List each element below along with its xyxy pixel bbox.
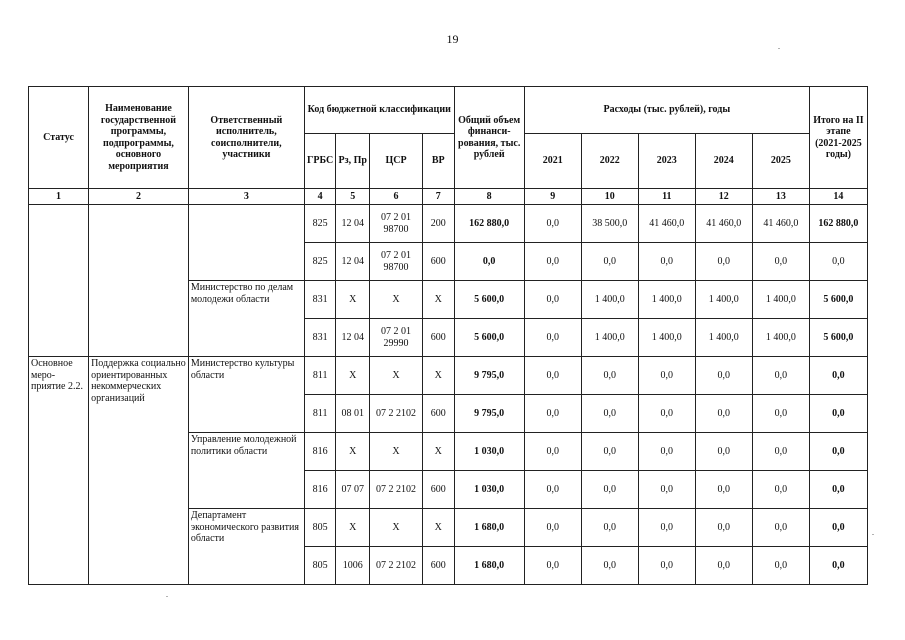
cell-stage: 0,0 bbox=[809, 243, 867, 281]
cell-rzpr: Х bbox=[336, 433, 370, 471]
cell-y2022: 38 500,0 bbox=[581, 205, 638, 243]
cell-total: 1 680,0 bbox=[454, 509, 524, 547]
column-number: 6 bbox=[370, 189, 423, 205]
cell-grbs: 811 bbox=[304, 395, 336, 433]
cell-total: 1 030,0 bbox=[454, 433, 524, 471]
cell-total: 1 030,0 bbox=[454, 471, 524, 509]
status-main-activity: Основное меро-приятие 2.2. bbox=[29, 357, 89, 585]
responsible-econ-dept: Департамент экономического развития области bbox=[188, 509, 304, 585]
column-number: 5 bbox=[336, 189, 370, 205]
cell-y2025: 0,0 bbox=[752, 433, 809, 471]
column-number: 8 bbox=[454, 189, 524, 205]
cell-rzpr: Х bbox=[336, 509, 370, 547]
cell-csr: 07 2 2102 bbox=[370, 471, 423, 509]
cell-y2024: 0,0 bbox=[695, 243, 752, 281]
cell-rzpr: Х bbox=[336, 281, 370, 319]
cell-y2022: 1 400,0 bbox=[581, 319, 638, 357]
cell-y2022: 0,0 bbox=[581, 509, 638, 547]
cell-rzpr: 12 04 bbox=[336, 243, 370, 281]
cell-y2023: 1 400,0 bbox=[638, 319, 695, 357]
cell-csr: Х bbox=[370, 433, 423, 471]
header-name: Наименование государственной программы, подпрограммы, основного мероприятия bbox=[89, 87, 189, 189]
column-number: 10 bbox=[581, 189, 638, 205]
cell-y2021: 0,0 bbox=[524, 433, 581, 471]
header-total-volume: Общий объем финанси-рования, тыс. рублей bbox=[454, 87, 524, 189]
responsible-cell-empty bbox=[188, 205, 304, 281]
header-year: 2022 bbox=[581, 134, 638, 189]
cell-rzpr: 12 04 bbox=[336, 205, 370, 243]
cell-y2022: 0,0 bbox=[581, 357, 638, 395]
cell-grbs: 816 bbox=[304, 471, 336, 509]
responsible-ministry-youth: Министерство по делам молодежи области bbox=[188, 281, 304, 357]
header-status: Статус bbox=[29, 87, 89, 189]
header-year: 2023 bbox=[638, 134, 695, 189]
scan-speck: . bbox=[778, 42, 780, 51]
header-expenses: Расходы (тыс. рублей), годы bbox=[524, 87, 809, 134]
scan-speck: . bbox=[872, 528, 874, 537]
cell-y2025: 0,0 bbox=[752, 547, 809, 585]
cell-y2024: 0,0 bbox=[695, 471, 752, 509]
cell-vr: 200 bbox=[422, 205, 454, 243]
column-number: 14 bbox=[809, 189, 867, 205]
cell-total: 5 600,0 bbox=[454, 281, 524, 319]
cell-grbs: 825 bbox=[304, 243, 336, 281]
cell-grbs: 831 bbox=[304, 319, 336, 357]
cell-csr: 07 2 01 29990 bbox=[370, 319, 423, 357]
cell-total: 0,0 bbox=[454, 243, 524, 281]
table-row bbox=[29, 205, 868, 243]
cell-y2023: 41 460,0 bbox=[638, 205, 695, 243]
header-vr: ВР bbox=[422, 134, 454, 189]
column-number: 9 bbox=[524, 189, 581, 205]
cell-csr: 07 2 2102 bbox=[370, 547, 423, 585]
column-number: 11 bbox=[638, 189, 695, 205]
cell-y2024: 0,0 bbox=[695, 433, 752, 471]
cell-vr: 600 bbox=[422, 547, 454, 585]
cell-y2023: 0,0 bbox=[638, 509, 695, 547]
column-numbers-row bbox=[29, 189, 868, 205]
cell-y2021: 0,0 bbox=[524, 357, 581, 395]
cell-stage: 162 880,0 bbox=[809, 205, 867, 243]
cell-y2022: 0,0 bbox=[581, 243, 638, 281]
cell-y2022: 0,0 bbox=[581, 471, 638, 509]
cell-grbs: 831 bbox=[304, 281, 336, 319]
cell-y2025: 1 400,0 bbox=[752, 281, 809, 319]
cell-y2021: 0,0 bbox=[524, 205, 581, 243]
cell-total: 5 600,0 bbox=[454, 319, 524, 357]
cell-y2023: 0,0 bbox=[638, 433, 695, 471]
cell-vr: Х bbox=[422, 357, 454, 395]
cell-stage: 0,0 bbox=[809, 509, 867, 547]
cell-grbs: 811 bbox=[304, 357, 336, 395]
cell-y2024: 0,0 bbox=[695, 395, 752, 433]
cell-y2025: 0,0 bbox=[752, 243, 809, 281]
cell-y2025: 0,0 bbox=[752, 395, 809, 433]
cell-csr: 07 2 01 98700 bbox=[370, 243, 423, 281]
cell-rzpr: 07 07 bbox=[336, 471, 370, 509]
responsible-youth-policy: Управление молодежной политики области bbox=[188, 433, 304, 509]
cell-stage: 0,0 bbox=[809, 395, 867, 433]
cell-grbs: 816 bbox=[304, 433, 336, 471]
cell-y2022: 0,0 bbox=[581, 433, 638, 471]
cell-y2025: 41 460,0 bbox=[752, 205, 809, 243]
cell-rzpr: Х bbox=[336, 357, 370, 395]
cell-y2024: 1 400,0 bbox=[695, 319, 752, 357]
cell-y2024: 0,0 bbox=[695, 547, 752, 585]
cell-y2022: 0,0 bbox=[581, 395, 638, 433]
cell-y2025: 0,0 bbox=[752, 509, 809, 547]
cell-total: 9 795,0 bbox=[454, 395, 524, 433]
budget-table bbox=[28, 86, 868, 585]
cell-rzpr: 12 04 bbox=[336, 319, 370, 357]
cell-csr: Х bbox=[370, 509, 423, 547]
cell-y2023: 1 400,0 bbox=[638, 281, 695, 319]
cell-total: 9 795,0 bbox=[454, 357, 524, 395]
cell-y2021: 0,0 bbox=[524, 509, 581, 547]
cell-vr: 600 bbox=[422, 471, 454, 509]
cell-csr: Х bbox=[370, 281, 423, 319]
table-header bbox=[29, 87, 868, 205]
column-number: 4 bbox=[304, 189, 336, 205]
cell-y2023: 0,0 bbox=[638, 357, 695, 395]
cell-y2023: 0,0 bbox=[638, 395, 695, 433]
cell-vr: Х bbox=[422, 509, 454, 547]
scan-speck: . bbox=[166, 590, 168, 599]
cell-y2023: 0,0 bbox=[638, 547, 695, 585]
cell-y2024: 0,0 bbox=[695, 357, 752, 395]
cell-rzpr: 1006 bbox=[336, 547, 370, 585]
cell-vr: Х bbox=[422, 281, 454, 319]
cell-vr: Х bbox=[422, 433, 454, 471]
status-cell-empty bbox=[29, 205, 89, 357]
column-number: 3 bbox=[188, 189, 304, 205]
cell-y2025: 1 400,0 bbox=[752, 319, 809, 357]
header-rzpr: Рз, Пр bbox=[336, 134, 370, 189]
cell-stage: 5 600,0 bbox=[809, 319, 867, 357]
cell-stage: 0,0 bbox=[809, 547, 867, 585]
cell-csr: 07 2 2102 bbox=[370, 395, 423, 433]
cell-vr: 600 bbox=[422, 243, 454, 281]
cell-y2021: 0,0 bbox=[524, 547, 581, 585]
cell-y2021: 0,0 bbox=[524, 319, 581, 357]
column-number: 13 bbox=[752, 189, 809, 205]
name-cell-empty bbox=[89, 205, 189, 357]
cell-csr: 07 2 01 98700 bbox=[370, 205, 423, 243]
header-year: 2025 bbox=[752, 134, 809, 189]
cell-grbs: 825 bbox=[304, 205, 336, 243]
cell-y2021: 0,0 bbox=[524, 471, 581, 509]
header-responsible: Ответственный исполнитель, соисполнители, участники bbox=[188, 87, 304, 189]
cell-y2023: 0,0 bbox=[638, 471, 695, 509]
header-csr: ЦСР bbox=[370, 134, 423, 189]
cell-y2021: 0,0 bbox=[524, 395, 581, 433]
cell-y2025: 0,0 bbox=[752, 471, 809, 509]
cell-y2021: 0,0 bbox=[524, 281, 581, 319]
cell-y2021: 0,0 bbox=[524, 243, 581, 281]
cell-y2022: 1 400,0 bbox=[581, 281, 638, 319]
cell-vr: 600 bbox=[422, 395, 454, 433]
header-stage-total: Итого на II этапе (2021-2025 годы) bbox=[809, 87, 867, 189]
column-number: 7 bbox=[422, 189, 454, 205]
cell-stage: 0,0 bbox=[809, 471, 867, 509]
column-number: 12 bbox=[695, 189, 752, 205]
column-number: 1 bbox=[29, 189, 89, 205]
cell-total: 1 680,0 bbox=[454, 547, 524, 585]
name-nko-support: Поддержка социально ориентированных некоммерческих организаций bbox=[89, 357, 189, 585]
cell-stage: 5 600,0 bbox=[809, 281, 867, 319]
cell-y2025: 0,0 bbox=[752, 357, 809, 395]
cell-grbs: 805 bbox=[304, 547, 336, 585]
cell-y2024: 1 400,0 bbox=[695, 281, 752, 319]
cell-rzpr: 08 01 bbox=[336, 395, 370, 433]
cell-y2022: 0,0 bbox=[581, 547, 638, 585]
table-body bbox=[29, 205, 868, 585]
cell-total: 162 880,0 bbox=[454, 205, 524, 243]
header-grbs: ГРБС bbox=[304, 134, 336, 189]
page-number: 19 bbox=[446, 32, 459, 46]
cell-y2024: 41 460,0 bbox=[695, 205, 752, 243]
header-year: 2021 bbox=[524, 134, 581, 189]
cell-csr: Х bbox=[370, 357, 423, 395]
table-row bbox=[29, 357, 868, 395]
column-number: 2 bbox=[89, 189, 189, 205]
cell-y2023: 0,0 bbox=[638, 243, 695, 281]
header-budget-code: Код бюджетной классификации bbox=[304, 87, 454, 134]
cell-grbs: 805 bbox=[304, 509, 336, 547]
header-year: 2024 bbox=[695, 134, 752, 189]
cell-vr: 600 bbox=[422, 319, 454, 357]
responsible-ministry-culture: Министерство культуры области bbox=[188, 357, 304, 433]
cell-stage: 0,0 bbox=[809, 433, 867, 471]
cell-stage: 0,0 bbox=[809, 357, 867, 395]
cell-y2024: 0,0 bbox=[695, 509, 752, 547]
